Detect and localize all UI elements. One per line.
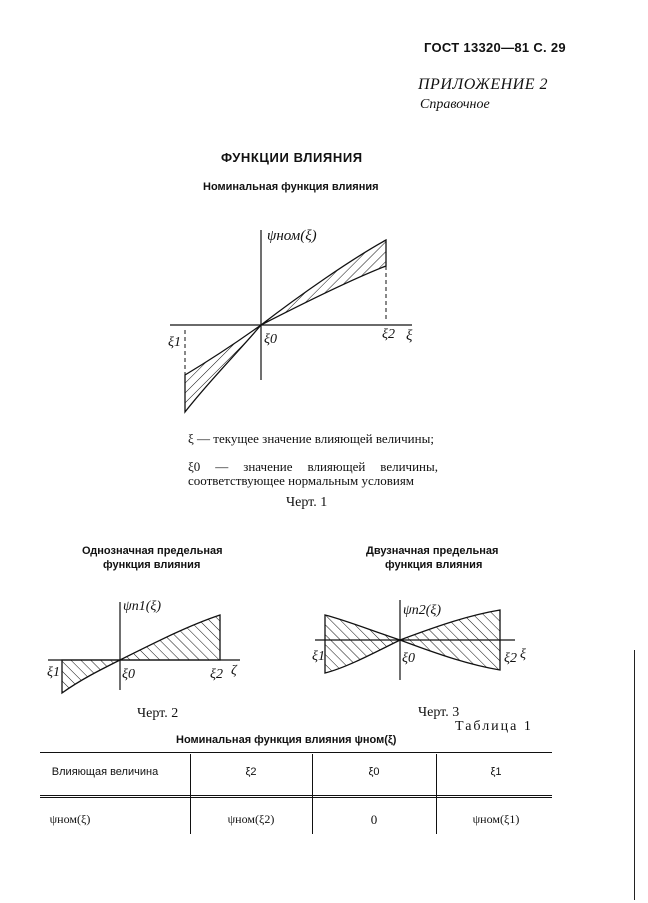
figure2-title-line1: Однозначная предельная — [82, 545, 223, 557]
figure2-graph — [40, 590, 260, 705]
appendix-type: Справочное — [420, 97, 490, 112]
figure2-xi0-label: ξ0 — [122, 667, 135, 682]
figure1-graph — [150, 200, 450, 430]
figure3-xi1-label: ξ1 — [312, 649, 325, 664]
figure3-xi2-label: ξ2 — [504, 651, 517, 666]
table-header-xi2: ξ2 — [245, 766, 257, 778]
standard-header: ГОСТ 13320—81 С. 29 — [424, 40, 566, 55]
figure2-title-line2: функция влияния — [103, 559, 201, 571]
table-mid-rule — [40, 795, 552, 798]
scan-edge — [634, 650, 635, 900]
table-label: Таблица 1 — [455, 719, 533, 734]
figure3-title-line2: функция влияния — [385, 559, 483, 571]
legend-line2: ξ0 — значение влияющей величины, соответствующее нормальным условиям — [188, 459, 438, 488]
table-header-quantity: Влияющая величина — [51, 766, 159, 778]
figure3-right-band — [400, 610, 500, 670]
table-sep-2 — [312, 754, 313, 834]
figure1-title: Номинальная функция влияния — [203, 181, 379, 193]
figure1-caption: Черт. 1 — [286, 495, 328, 510]
figure1-xi0-label: ξ0 — [264, 332, 277, 347]
figure2-axis-y-label: ψп1(ξ) — [123, 599, 162, 614]
table-title: Номинальная функция влияния ψном(ξ) — [176, 734, 397, 746]
table-value-xi2: ψном(ξ2) — [227, 812, 275, 826]
figure1-lower-band — [185, 325, 261, 412]
figure2-xi2-label: ξ2 — [210, 667, 223, 682]
figure1-upper-band — [261, 240, 386, 325]
figure2-left-region — [62, 660, 120, 693]
table-value-psi: ψном(ξ) — [49, 812, 91, 826]
table-header-xi1: ξ1 — [490, 766, 502, 778]
table-header-xi0: ξ0 — [368, 766, 380, 778]
table-top-rule — [40, 752, 552, 753]
figure3-left-band — [325, 615, 400, 673]
table-sep-3 — [436, 754, 437, 834]
figure2-caption: Черт. 2 — [137, 706, 179, 721]
figure1-xi2-label: ξ2 — [382, 327, 395, 342]
figure3-axis-y-label: ψп2(ξ) — [403, 603, 442, 618]
figure2-right-region — [120, 615, 220, 660]
figure2-axis-x-label: ζ — [231, 663, 237, 678]
figure3-axis-x-label: ξ — [520, 647, 526, 662]
figure3-xi0-label: ξ0 — [402, 651, 415, 666]
legend-line1: ξ — текущее значение влияющей величины; — [188, 431, 434, 446]
figure2-xi1-label: ξ1 — [47, 665, 60, 680]
figure3-graph — [300, 590, 540, 700]
table-value-xi1: ψном(ξ1) — [472, 812, 520, 826]
table-value-xi0: 0 — [370, 812, 378, 827]
figure1-axis-x-label: ξ — [406, 328, 413, 344]
appendix-label: ПРИЛОЖЕНИЕ 2 — [418, 76, 548, 93]
table-sep-1 — [190, 754, 191, 834]
figure1-xi1-label: ξ1 — [168, 335, 181, 350]
figure1-axis-y-label: ψном(ξ) — [267, 228, 317, 244]
figure3-caption: Черт. 3 — [418, 705, 460, 720]
section-title: ФУНКЦИИ ВЛИЯНИЯ — [221, 150, 363, 165]
figure3-title-line1: Двузначная предельная — [366, 545, 499, 557]
